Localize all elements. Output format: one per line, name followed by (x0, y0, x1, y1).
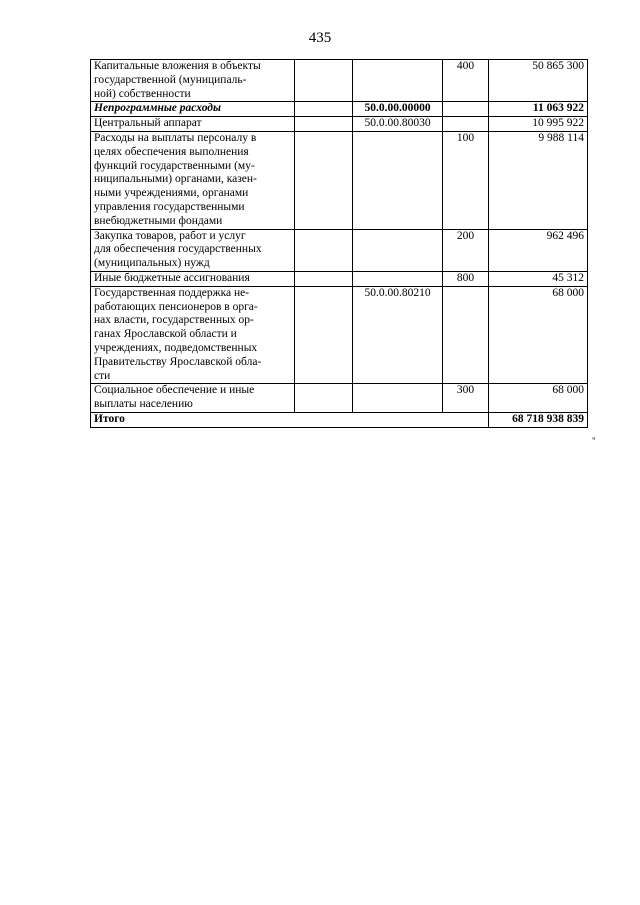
row-sum: 962 496 (489, 229, 588, 271)
row-code (353, 229, 443, 271)
row-code (353, 60, 443, 102)
table-row (91, 102, 588, 117)
row-name: Капитальные вложения в объекты государственной (муниципаль- ной) собственности (91, 60, 295, 102)
row-blank (295, 60, 353, 102)
row-expense-type: 800 (443, 271, 489, 286)
row-name: Государственная поддержка не- работающих пенсионеров в орга- нах власти, государственных ор- ганах Ярославской области и учреждениях, подведомственных Правительству Ярославской обла- сти (91, 286, 295, 384)
row-name: Социальное обеспечение и иные выплаты населению (91, 384, 295, 413)
row-sum: 68 000 (489, 286, 588, 384)
table-row (91, 131, 588, 229)
row-name: Непрограммные расходы (91, 102, 295, 117)
row-expense-type: 200 (443, 229, 489, 271)
row-name: Расходы на выплаты персоналу в целях обеспечения выполнения функций государственными (му- ниципальными) органами, казен- ными учреждениями, органами управления государственными внебюджетными фондами (91, 131, 295, 229)
row-sum: 45 312 (489, 271, 588, 286)
row-code: 50.0.00.00000 (353, 102, 443, 117)
row-expense-type (443, 286, 489, 384)
total-label: Итого (91, 412, 489, 427)
row-expense-type: 400 (443, 60, 489, 102)
row-expense-type: 100 (443, 131, 489, 229)
table-row (91, 229, 588, 271)
row-sum: 11 063 922 (489, 102, 588, 117)
row-name: Закупка товаров, работ и услуг для обеспечения государственных (муниципальных) нужд (91, 229, 295, 271)
row-sum: 9 988 114 (489, 131, 588, 229)
row-sum: 10 995 922 (489, 117, 588, 132)
total-sum: 68 718 938 839 (489, 412, 588, 427)
row-blank (295, 271, 353, 286)
row-code (353, 271, 443, 286)
row-blank (295, 229, 353, 271)
row-blank (295, 286, 353, 384)
row-name: Центральный аппарат (91, 117, 295, 132)
row-blank (295, 384, 353, 413)
row-code: 50.0.00.80030 (353, 117, 443, 132)
row-blank (295, 102, 353, 117)
closing-quote-mark: " (592, 436, 596, 446)
row-code: 50.0.00.80210 (353, 286, 443, 384)
total-row (91, 412, 588, 427)
row-blank (295, 117, 353, 132)
table-row (91, 117, 588, 132)
row-name: Иные бюджетные ассигнования (91, 271, 295, 286)
row-expense-type (443, 117, 489, 132)
row-code (353, 131, 443, 229)
table-row (91, 60, 588, 102)
row-code (353, 384, 443, 413)
table-row (91, 286, 588, 384)
budget-table (90, 59, 588, 428)
row-sum: 68 000 (489, 384, 588, 413)
page-number: 435 (308, 30, 332, 46)
table-row (91, 271, 588, 286)
table-row (91, 384, 588, 413)
row-sum: 50 865 300 (489, 60, 588, 102)
row-expense-type: 300 (443, 384, 489, 413)
row-blank (295, 131, 353, 229)
row-expense-type (443, 102, 489, 117)
